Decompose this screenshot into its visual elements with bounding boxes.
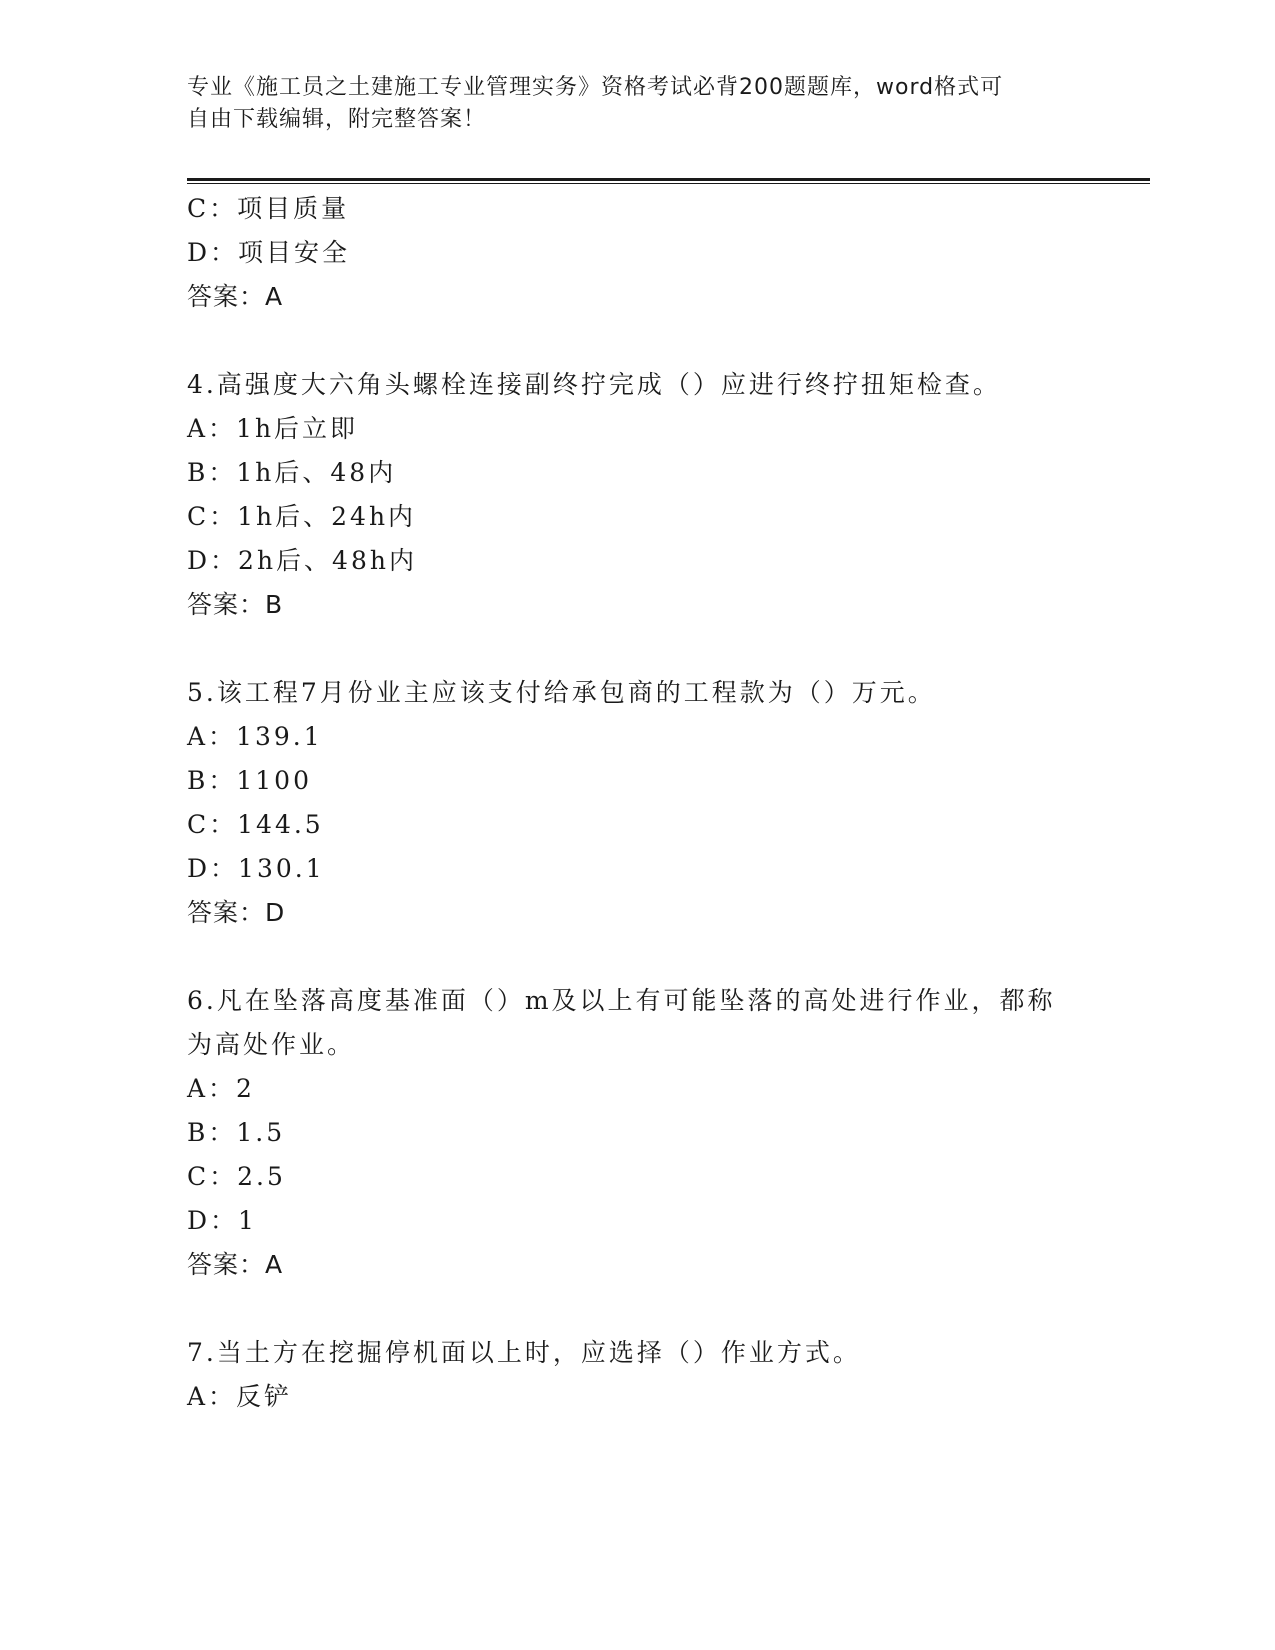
answer-q5: 答案：D [187, 898, 286, 927]
question-4: 4.高强度大六角头螺栓连接副终拧完成（）应进行终拧扭矩检查。 [187, 370, 1001, 399]
option-b-q5: B：1100 [187, 766, 312, 795]
header-line-2: 自由下载编辑，附完整答案！ [187, 107, 487, 132]
option-b-q4: B：1h后、48内 [187, 458, 397, 487]
option-c-q4: C：1h后、24h内 [187, 502, 417, 531]
answer-q4: 答案：B [187, 590, 284, 619]
option-b-q6: B：1.5 [187, 1118, 286, 1147]
option-d-q4: D：2h后、48h内 [187, 546, 417, 575]
option-c-q5: C：144.5 [187, 810, 324, 839]
option-a-q6: A：2 [187, 1074, 255, 1103]
header-divider-thick [187, 178, 1150, 181]
option-d-q6: D：1 [187, 1206, 257, 1235]
option-c-q3: C：项目质量 [187, 194, 350, 223]
option-d-q3: D：项目安全 [187, 238, 351, 267]
answer-q6: 答案：A [187, 1250, 284, 1279]
answer-q3: 答案：A [187, 282, 284, 311]
question-7: 7.当土方在挖掘停机面以上时，应选择（）作业方式。 [187, 1338, 861, 1367]
question-5: 5.该工程7月份业主应该支付给承包商的工程款为（）万元。 [187, 678, 936, 707]
option-c-q6: C：2.5 [187, 1162, 286, 1191]
option-a-q4: A：1h后立即 [187, 414, 359, 443]
header-line-1: 专业《施工员之土建施工专业管理实务》资格考试必背200题题库，word格式可 [187, 75, 1004, 100]
option-d-q5: D：130.1 [187, 854, 325, 883]
header-divider-thin [187, 183, 1150, 184]
option-a-q7: A：反铲 [187, 1382, 293, 1411]
question-6-line-2: 为高处作业。 [187, 1030, 356, 1059]
document-header [187, 72, 1087, 136]
question-6-line-1: 6.凡在坠落高度基准面（）m及以上有可能坠落的高处进行作业，都称 [187, 986, 1056, 1015]
option-a-q5: A：139.1 [187, 722, 323, 751]
